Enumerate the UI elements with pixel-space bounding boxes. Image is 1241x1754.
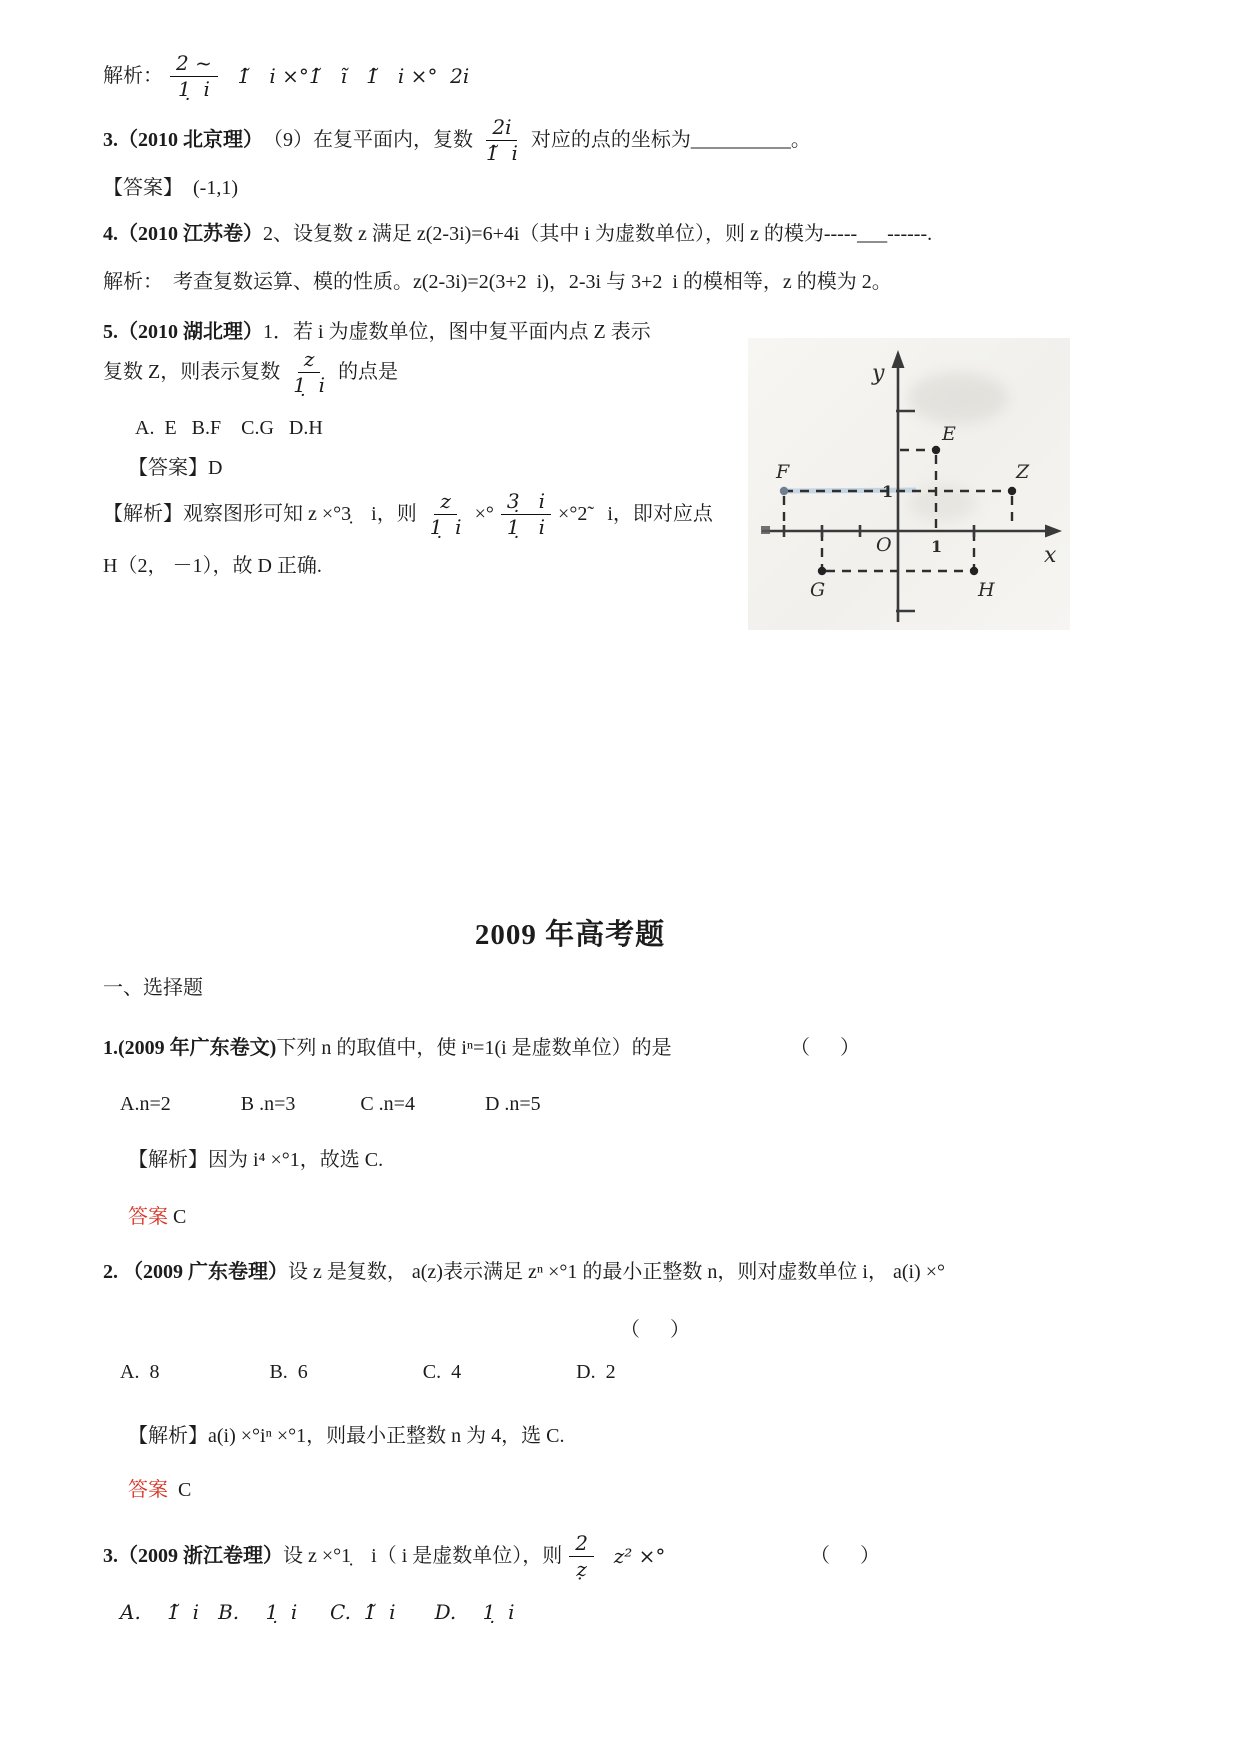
answer-q2: [128, 1478, 191, 1503]
answer-value: C: [168, 1206, 187, 1228]
complex-plane-svg: [748, 338, 1070, 630]
analysis-line-q5: [103, 490, 713, 539]
analysis-text: H（2， －1），故 D 正确.: [103, 555, 322, 577]
question-text: 1．若 i 为虚数单位，图中复平面内点 Z 表示: [263, 321, 651, 343]
analysis-line-q4: [103, 270, 892, 295]
analysis-q1: [128, 1148, 383, 1173]
y-axis-label: y: [872, 361, 885, 386]
analysis-text: ×°2̃ i，即对应点: [558, 503, 713, 525]
question-text: 2、设复数 z 满足 z(2-3i)=6+4i（其中 i 为虚数单位），则 z 的模为-----___------.: [263, 223, 933, 245]
analysis-text: 【解析】因为 i⁴ ×°1，故选 C.: [128, 1149, 384, 1171]
point-label-H: H: [978, 579, 995, 601]
answer-line: [103, 176, 238, 201]
analysis-line-q2: [103, 52, 469, 101]
analysis-line-q5-end: [103, 554, 322, 579]
question-text: 设 z 是复数， a(z)表示满足 zⁿ ×°1 的最小正整数 n，则对虚数单位 i， a(i) ×°: [288, 1261, 945, 1283]
point-E: [932, 446, 940, 454]
fraction: $\frac{z}{1̣ i}$: [293, 347, 326, 397]
options-text: A. E B.F C.G D.H: [135, 417, 323, 439]
analysis-q2: [128, 1424, 565, 1449]
answer-q1: [128, 1205, 186, 1230]
question-number: 1.(2009 年广东卷文): [103, 1037, 277, 1059]
question-text: 设 z ×°1̣ i（ i 是虚数单位），则: [283, 1545, 563, 1567]
question-text: 下列 n 的取值中，使 iⁿ=1(i 是虚数单位）的是: [276, 1037, 672, 1059]
analysis-text: 【解析】观察图形可知 z ×°3̣ i，则: [103, 503, 417, 525]
subsection-choice: [103, 976, 203, 1001]
point-label-G: G: [810, 579, 826, 601]
question-1-2009: [103, 1036, 1153, 1061]
origin-label: O: [876, 534, 892, 556]
answer-label: 答案: [128, 1479, 168, 1501]
x-tick-1-label: 1: [931, 537, 943, 556]
x-axis-arrow: [1045, 525, 1062, 538]
analysis-label: 解析：: [103, 65, 163, 87]
fraction: $\frac{z}{1̣ i}$: [429, 489, 462, 539]
question-3-2009: [103, 1532, 1153, 1581]
question-text: 复数 Z，则表示复数: [103, 361, 281, 383]
analysis-text: 解析： 考查复数运算、模的性质。z(2-3i)=2(3+2 i)，2-3i 与 3+2 i 的模相等，z 的模为 2。: [103, 271, 892, 293]
options-text: A.n=2 B .n=3 C .n=4 D .n=5: [120, 1093, 541, 1115]
question-2-2009: [103, 1260, 945, 1285]
question-text: 。: [790, 129, 811, 151]
options-q5: [135, 416, 323, 441]
analysis-text: 【解析】a(i) ×°iⁿ ×°1，则最小正整数 n 为 4，选 C.: [128, 1425, 565, 1447]
point-Z: [1008, 487, 1016, 495]
options-q1: [120, 1092, 541, 1117]
scan-smudge: [908, 372, 1008, 424]
answer-value: C: [168, 1479, 192, 1501]
point-label-Z: Z: [1016, 461, 1030, 483]
question-text: （9）在复平面内，复数: [263, 129, 473, 151]
question-number: 2. （2009 广东卷理）: [103, 1261, 288, 1283]
point-label-E: E: [942, 423, 956, 445]
question-text: 对应的点的坐标为: [530, 129, 691, 151]
question-text: z² ×°: [601, 1544, 666, 1568]
question-text: 的点是: [338, 361, 399, 383]
answer-text: 【答案】 (-1,1): [103, 177, 238, 199]
question-3-2010: [103, 116, 811, 165]
point-G: [818, 567, 826, 575]
options-text: A. 1̃ i B. 1̣ i C. 1̃ i D. 1̣ i: [120, 1600, 515, 1624]
options-q2: [120, 1360, 616, 1385]
options-q3: [120, 1600, 514, 1625]
answer-paren-q2: [620, 1318, 690, 1343]
formula-text: 1̃ i ×°1̃ ĩ 1̃ i ×° 2i: [224, 64, 470, 88]
answer-text: 【答案】D: [128, 457, 223, 479]
question-number: 3.（2010 北京理）: [103, 129, 263, 151]
fraction: $\frac{2i}{1̃ i}$: [486, 115, 518, 165]
complex-plane-figure: [748, 338, 1070, 630]
x-axis-label: x: [1044, 543, 1057, 568]
analysis-text: ×°: [474, 503, 494, 525]
fraction: $\frac{3̣ i}{1̣ i}$: [501, 490, 551, 539]
answer-blank: __________: [690, 129, 791, 151]
subsection-text: 一、选择题: [103, 977, 203, 999]
question-4-2010: [103, 222, 932, 247]
point-F: [780, 487, 788, 495]
point-label-F: F: [776, 461, 790, 483]
question-number: 4.（2010 江苏卷）: [103, 223, 263, 245]
answer-line-q5: [128, 456, 222, 481]
question-number: 3.（2009 浙江卷理）: [103, 1545, 283, 1567]
fraction: $\frac{2}{ẓ}$: [569, 1532, 594, 1581]
y-axis-arrow: [892, 350, 905, 368]
fraction: $\frac{2 \sim}{1̣ i}$: [170, 52, 218, 101]
options-text: A. 8 B. 6 C. 4 D. 2: [120, 1361, 616, 1383]
answer-paren: （ ）: [620, 1319, 690, 1341]
question-5-continued: [103, 348, 398, 397]
point-H: [970, 567, 978, 575]
scan-artifact: [761, 526, 770, 534]
y-tick-1-label: 1: [882, 482, 894, 501]
answer-paren: （ ）: [790, 1037, 860, 1059]
question-5-2010: [103, 320, 651, 345]
answer-label: 答案: [128, 1206, 168, 1228]
section-title-2009: [0, 912, 1140, 953]
section-title-text: 2009 年高考题: [474, 919, 666, 951]
question-number: 5.（2010 湖北理）: [103, 321, 263, 343]
answer-paren: （ ）: [810, 1545, 880, 1567]
